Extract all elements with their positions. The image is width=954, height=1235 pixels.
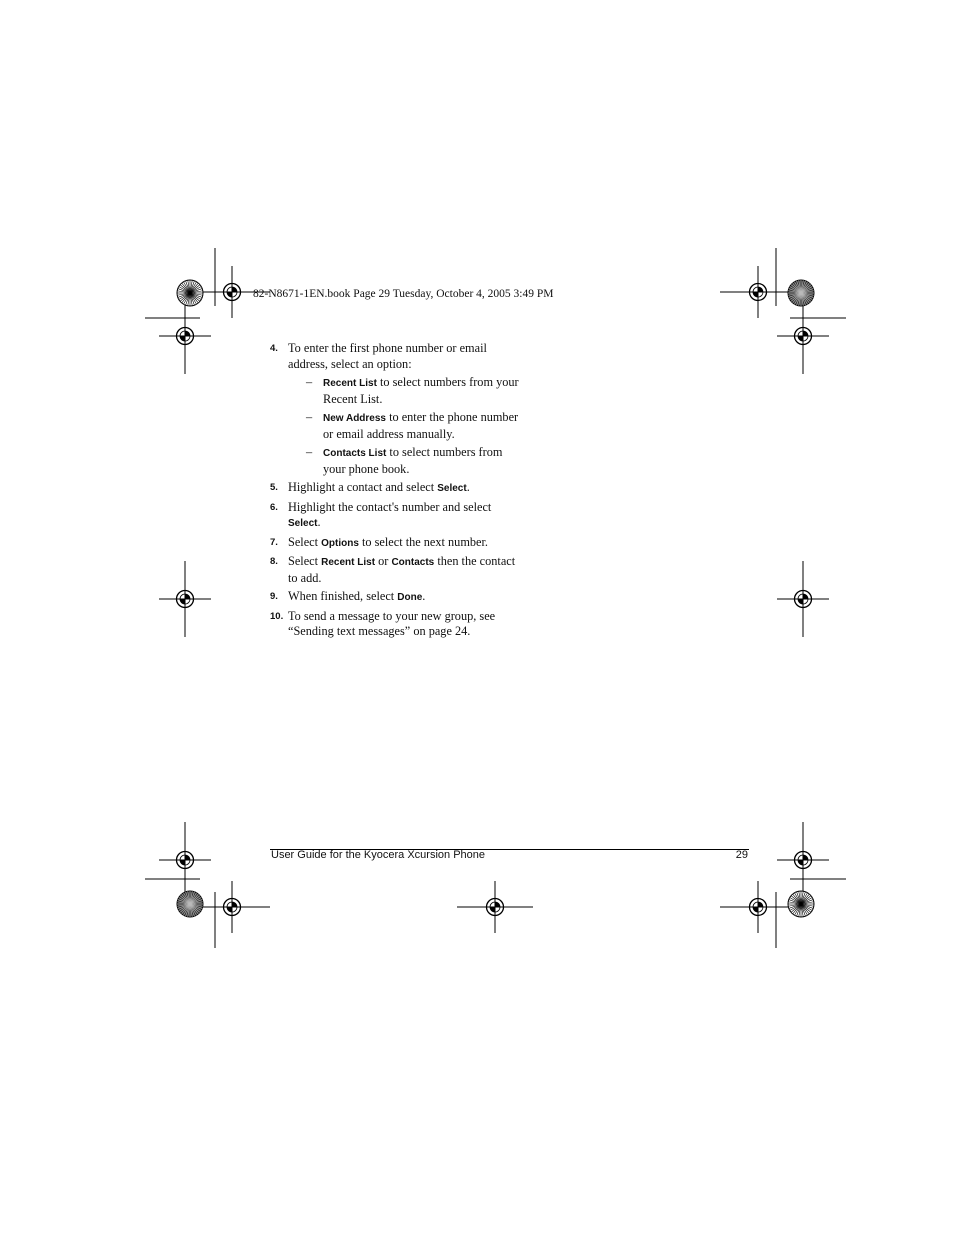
step-text: To enter the first phone number or email address, select an option: bbox=[288, 341, 487, 371]
step-4 bbox=[270, 341, 520, 477]
dash-bullet: – bbox=[306, 375, 313, 389]
step-text: . bbox=[317, 515, 321, 529]
registration-mark-icon bbox=[159, 561, 211, 637]
color-bar-starburst-icon bbox=[177, 280, 203, 306]
registration-mark-icon bbox=[720, 266, 796, 318]
ui-term: Select bbox=[437, 483, 467, 494]
option-text: to select numbers from your Recent List. bbox=[323, 375, 519, 406]
step-text: then the contact to add. bbox=[288, 554, 516, 585]
registration-mark-icon bbox=[777, 822, 829, 898]
ui-term: Select bbox=[288, 518, 318, 529]
registration-mark-icon bbox=[457, 881, 533, 933]
step-text: Highlight the contact's number and select bbox=[288, 499, 492, 514]
step-text: When finished, select bbox=[288, 589, 395, 603]
option-text: to enter the phone number or email address manually. bbox=[323, 410, 519, 441]
page-number: 29 bbox=[735, 849, 748, 861]
step-number: 6. bbox=[270, 501, 278, 513]
registration-mark-icon bbox=[159, 298, 211, 374]
step-text: Highlight a contact and select bbox=[288, 480, 435, 494]
step-text: . bbox=[422, 589, 426, 603]
step-number: 8. bbox=[270, 556, 278, 567]
step-text: Select bbox=[288, 554, 319, 568]
instructions bbox=[270, 341, 520, 643]
option-contacts-list bbox=[288, 445, 520, 477]
registration-mark-icon bbox=[720, 881, 796, 933]
step-8 bbox=[270, 554, 520, 586]
step-text: To send a message to your new group, see “Sending text messages” on page 24. bbox=[288, 608, 496, 638]
registration-mark-icon bbox=[777, 298, 829, 374]
step-text: . bbox=[466, 480, 470, 494]
option-text: to select numbers from your phone book. bbox=[323, 445, 503, 476]
option-term: New Address bbox=[323, 413, 386, 424]
step-number: 7. bbox=[270, 536, 278, 548]
ui-term: Recent List bbox=[321, 557, 376, 568]
color-bar-starburst-icon bbox=[788, 280, 814, 306]
step-number: 9. bbox=[270, 591, 278, 602]
option-term: Contacts List bbox=[323, 448, 387, 459]
color-bar-starburst-icon bbox=[788, 891, 814, 917]
step-5 bbox=[270, 480, 520, 497]
step-number: 5. bbox=[270, 482, 278, 493]
registration-mark-icon bbox=[194, 881, 270, 933]
option-term: Recent List bbox=[323, 378, 377, 389]
registration-mark-icon bbox=[777, 561, 829, 637]
step-number: 10. bbox=[270, 610, 284, 622]
step-text: to select the next number. bbox=[361, 534, 488, 549]
print-header: 82-N8671-1EN.book Page 29 Tuesday, October 4, 2005 3:49 PM bbox=[253, 288, 554, 300]
ui-term: Contacts bbox=[391, 557, 435, 568]
dash-bullet: – bbox=[306, 410, 313, 424]
step-10 bbox=[270, 609, 520, 640]
ui-term: Options bbox=[321, 537, 359, 549]
step-6 bbox=[270, 500, 520, 532]
ui-term: Done bbox=[397, 592, 423, 603]
footer-title: User Guide for the Kyocera Xcursion Phone bbox=[271, 849, 486, 861]
step-9 bbox=[270, 589, 520, 606]
option-new-address bbox=[288, 410, 520, 442]
registration-mark-icon bbox=[159, 822, 211, 898]
step-number: 4. bbox=[270, 343, 278, 354]
step-text: Select bbox=[288, 534, 319, 549]
step-7 bbox=[270, 535, 520, 552]
color-bar-starburst-icon bbox=[177, 891, 203, 917]
dash-bullet: – bbox=[306, 445, 313, 459]
option-recent-list bbox=[288, 375, 520, 407]
step-text: or bbox=[378, 554, 389, 568]
